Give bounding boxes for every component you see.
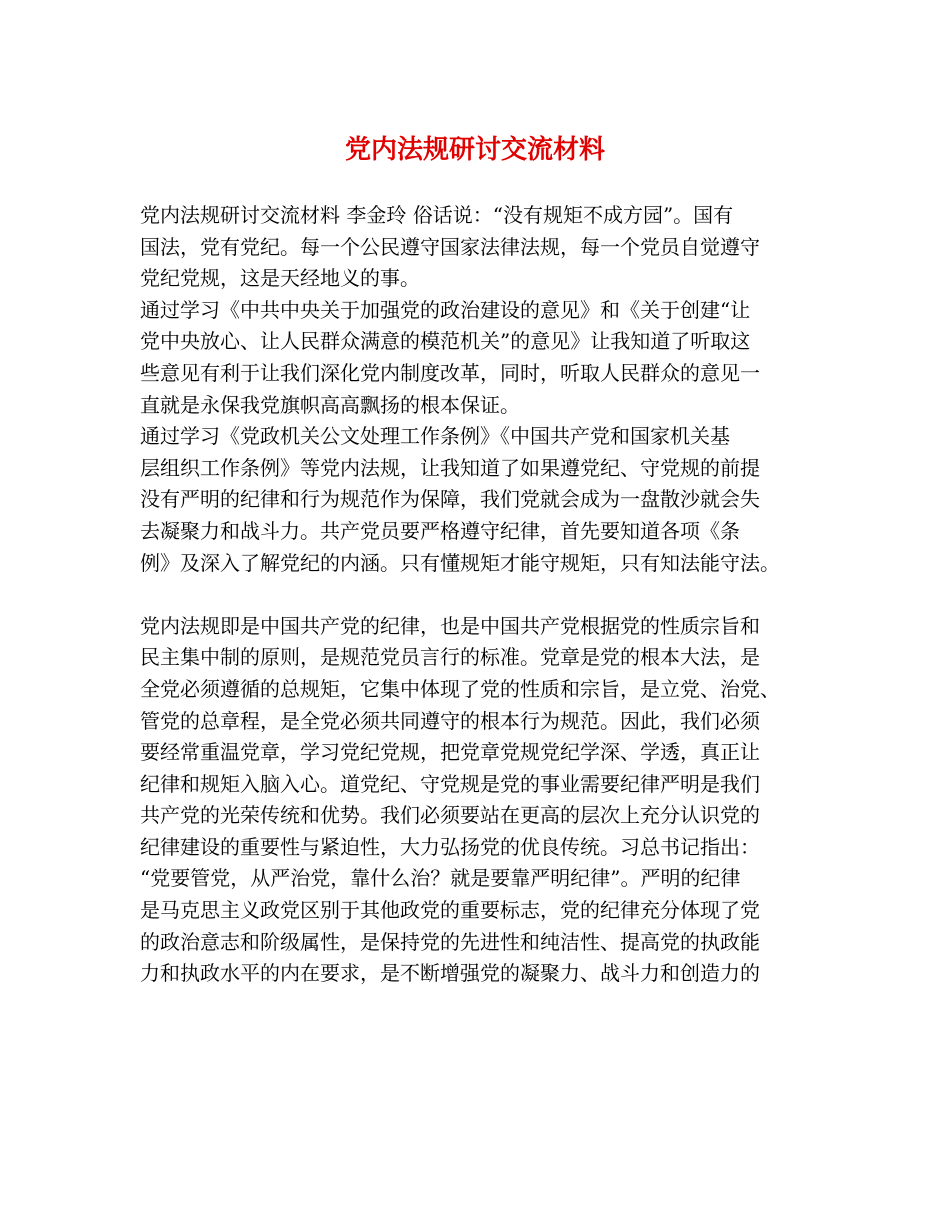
text-line: 的政治意志和阶级属性，是保持党的先进性和纯洁性、提高党的执政能 <box>140 929 760 954</box>
text-line: 纪律和规矩入脑入心。道党纪、守党规是党的事业需要纪律严明是我们 <box>140 771 760 796</box>
text-line: 没有严明的纪律和行为规范作为保障，我们党就会成为一盘散沙就会失 <box>140 487 760 512</box>
paragraph-opinions <box>140 295 830 421</box>
text-line: “党要管党，从严治党，靠什么治？就是要靠严明纪律”。严明的纪律 <box>140 866 741 891</box>
text-line: 例》及深入了解党纪的内涵。只有懂规矩才能守规矩，只有知法能守法。 <box>140 550 780 575</box>
text-line: 通过学习《中共中央关于加强党的政治建设的意见》和《关于创建“让 <box>140 297 751 322</box>
text-line: 共产党的光荣传统和优势。我们必须要站在更高的层次上充分认识党的 <box>140 803 760 828</box>
text-line: 要经常重温党章，学习党纪党规，把党章党规党纪学深、学透，真正让 <box>140 740 760 765</box>
text-line: 国法，党有党纪。每一个公民遵守国家法律法规，每一个党员自觉遵守 <box>140 234 760 259</box>
paragraph-intro <box>140 200 830 295</box>
paragraph-discipline <box>140 611 830 990</box>
document-body <box>140 200 830 990</box>
text-line: 去凝聚力和战斗力。共产党员要严格遵守纪律，首先要知道各项《条 <box>140 518 740 543</box>
paragraph-spacer <box>140 579 830 611</box>
text-line: 全党必须遵循的总规矩，它集中体现了党的性质和宗旨，是立党、治党、 <box>140 676 780 701</box>
text-line: 党纪党规，这是天经地义的事。 <box>140 266 420 291</box>
text-line: 党中央放心、让人民群众满意的模范机关”的意见》让我知道了听取这 <box>140 329 751 354</box>
text-line: 是马克思主义政党区别于其他政党的重要标志，党的纪律充分体现了党 <box>140 898 760 923</box>
text-line: 民主集中制的原则，是规范党员言行的标准。党章是党的根本大法，是 <box>140 645 760 670</box>
text-line: 党内法规即是中国共产党的纪律，也是中国共产党根据党的性质宗旨和 <box>140 613 760 638</box>
text-line: 直就是永保我党旗帜高高飘扬的根本保证。 <box>140 392 520 417</box>
text-line: 管党的总章程，是全党必须共同遵守的根本行为规范。因此，我们必须 <box>140 708 760 733</box>
text-line: 纪律建设的重要性与紧迫性，大力弘扬党的优良传统。习总书记指出： <box>140 834 760 859</box>
text-line: 层组织工作条例》等党内法规，让我知道了如果遵党纪、守党规的前提 <box>140 455 760 480</box>
text-line: 些意见有利于让我们深化党内制度改革，同时，听取人民群众的意见一 <box>140 360 760 385</box>
text-line: 通过学习《党政机关公文处理工作条例》《中国共产党和国家机关基 <box>140 424 730 449</box>
text-line: 力和执政水平的内在要求，是不断增强党的凝聚力、战斗力和创造力的 <box>140 961 760 986</box>
paragraph-regulations <box>140 421 830 579</box>
document-title: 党内法规研讨交流材料 <box>344 135 605 165</box>
text-line: 党内法规研讨交流材料 李金玲 俗话说：“没有规矩不成方园”。国有 <box>140 203 734 227</box>
